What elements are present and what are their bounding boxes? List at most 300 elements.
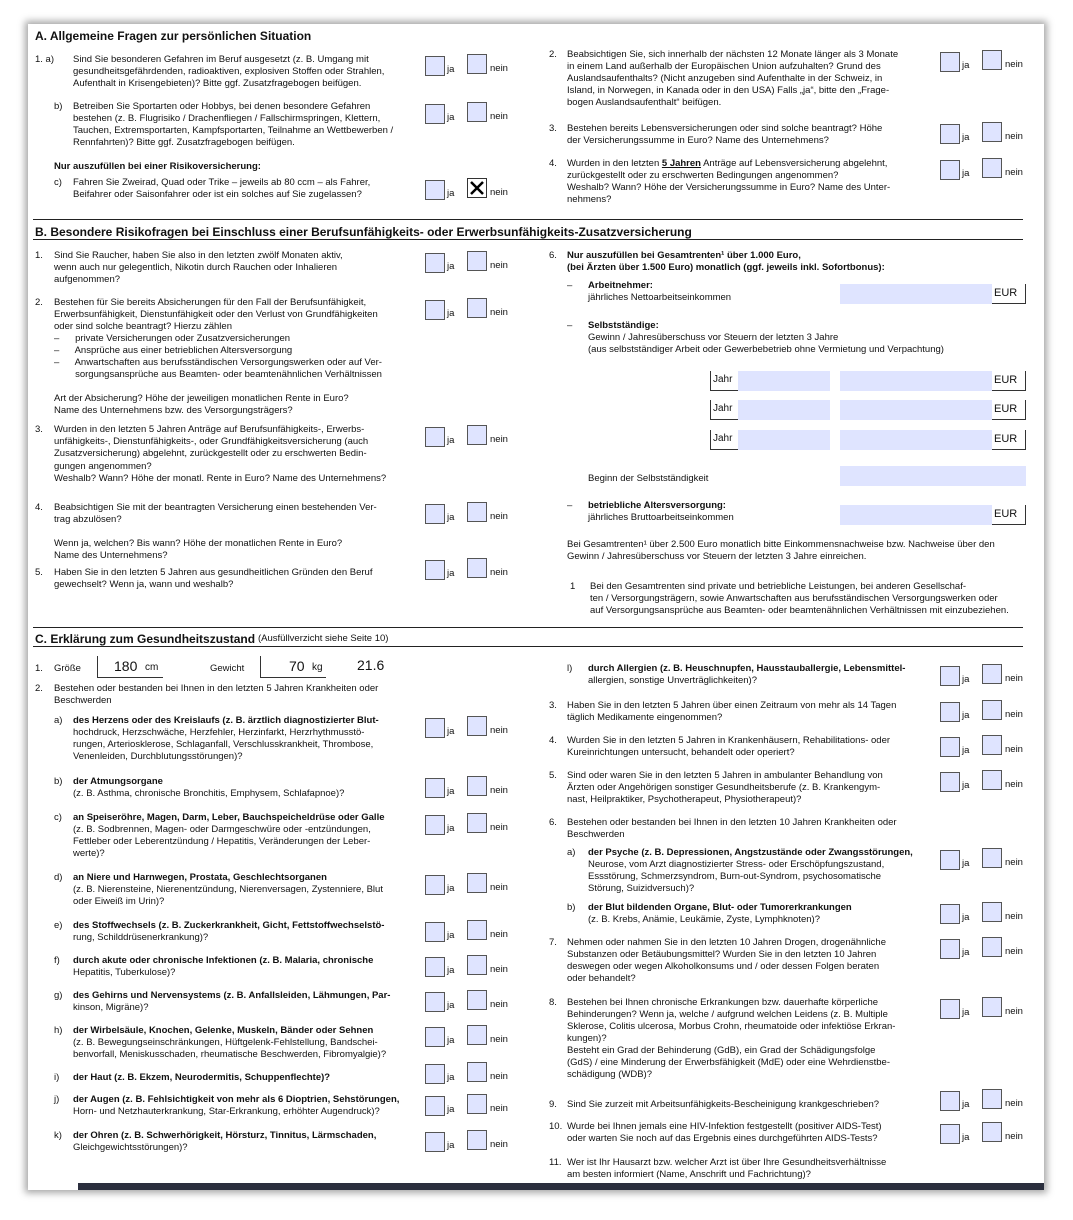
- a-q2-ja-checkbox[interactable]: [940, 52, 960, 72]
- b-note-line-0: Bei Gesamtrenten¹ über 2.500 Euro monatlich bitte Einkommensnachweise bzw. Nachweise über den: [567, 539, 995, 550]
- c-q2l-nein-checkbox[interactable]: [982, 664, 1002, 684]
- c-q2l-ja-checkbox[interactable]: [940, 666, 960, 686]
- c-q6b-ja-checkbox[interactable]: [940, 904, 960, 924]
- a-q1b-ja-checkbox[interactable]: [425, 104, 445, 124]
- c-q4-line-0: Wurden Sie in den letzten 5 Jahren in Krankenhäusern, Rehabilitations- oder: [567, 735, 891, 746]
- c-q2i-ja-checkbox[interactable]: [425, 1064, 445, 1084]
- c-q2c-line-3: werte)?: [73, 848, 105, 859]
- divider-a-b: [33, 219, 1023, 220]
- c-q2c-ja-label: ja: [447, 823, 455, 834]
- c-q2i-nein-label: nein: [490, 1071, 508, 1082]
- a-q1b-nein-checkbox[interactable]: [467, 102, 487, 122]
- b-q2-line-5: – Anwartschaften aus berufsständischen Versorgungswerken oder auf Ver-: [54, 357, 382, 368]
- c-q5-ja-checkbox[interactable]: [940, 772, 960, 792]
- c-q8-line-5: (GdS) / eine Minderung der Erwerbsfähigkeit (MdE) oder eine Wehrdienstbe-: [567, 1057, 890, 1068]
- b-year2-jahr-input[interactable]: [738, 400, 830, 420]
- c-gewicht-field[interactable]: [260, 656, 326, 678]
- b-q1-number: 1.: [35, 250, 43, 261]
- divider-c-top: [33, 646, 1023, 647]
- b-bruttoarbeitseinkommen-input-eur-unit: EUR: [992, 505, 1026, 525]
- c-gewicht-label: Gewicht: [210, 663, 245, 674]
- c-q9-nein-checkbox[interactable]: [982, 1089, 1002, 1109]
- b-q4-nein-label: nein: [490, 511, 508, 522]
- b-q6-line-0: Nur auszufüllen bei Gesamtrenten¹ über 1.000 Euro,: [567, 250, 801, 261]
- c-q2f-line-1: Hepatitis, Tuberkulose)?: [73, 967, 176, 978]
- c-q2k-nein-label: nein: [490, 1139, 508, 1150]
- a-risk-note: Nur auszufüllen bei einer Risikoversicherung:: [54, 161, 261, 172]
- c-q2l-nein-label: nein: [1005, 673, 1023, 684]
- c-q2j-letter: j): [54, 1094, 60, 1105]
- c-q2g-ja-checkbox[interactable]: [425, 992, 445, 1012]
- c-q2a-line-1: hochdruck, Herzschwäche, Herzfehler, Herzinfarkt, Herzrhythmusstö-: [73, 727, 365, 738]
- c-q6a-line-1: Neurose, vom Arzt diagnostizierter Stress- oder Erschöpfungszustand,: [588, 859, 885, 870]
- c-q2h-line-0: der Wirbelsäule, Knochen, Gelenke, Muskeln, Bänder oder Sehnen: [73, 1025, 374, 1036]
- c-q3-ja-checkbox[interactable]: [940, 702, 960, 722]
- c-q2a-ja-checkbox[interactable]: [425, 718, 445, 738]
- c-q2-line-1: Beschwerden: [54, 695, 112, 706]
- c-q8-nein-checkbox[interactable]: [982, 997, 1002, 1017]
- c-q6b-line-1: (z. B. Krebs, Anämie, Leukämie, Zyste, Lymphknoten)?: [588, 914, 820, 925]
- c-q4-line-1: Kureinrichtungen untersucht, behandelt oder operiert?: [567, 747, 795, 758]
- c-q2i-ja-label: ja: [447, 1072, 455, 1083]
- c-q2g-nein-checkbox[interactable]: [467, 990, 487, 1010]
- c-q5-nein-checkbox[interactable]: [982, 770, 1002, 790]
- b-bav-sub: jährliches Bruttoarbeitseinkommen: [588, 512, 734, 523]
- b-q5-line-0: Haben Sie in den letzten 5 Jahren aus gesundheitlichen Gründen den Beruf: [54, 567, 373, 578]
- c-q2a-letter: a): [54, 715, 63, 726]
- c-q4-number: 4.: [549, 735, 557, 746]
- c-q2e-ja-checkbox[interactable]: [425, 922, 445, 942]
- c-q9-nein-label: nein: [1005, 1098, 1023, 1109]
- divider-b-c: [33, 627, 1023, 628]
- a-q3-number: 3.: [549, 123, 557, 134]
- c-q2k-line-1: Gleichgewichtsstörungen)?: [73, 1142, 188, 1153]
- c-q2b-nein-label: nein: [490, 785, 508, 796]
- c-q6b-nein-label: nein: [1005, 911, 1023, 922]
- b-year1-jahr-label: Jahr: [710, 371, 740, 391]
- b-q3-line-4: Weshalb? Wann? Höhe der monatl. Rente in Euro? Name des Unternehmens?: [54, 472, 387, 484]
- a-q4-line-0: [567, 158, 887, 170]
- c-q2g-letter: g): [54, 990, 63, 1001]
- a-q2-line-4: bogen Auslandsaufenthalt“ beifügen.: [567, 97, 722, 108]
- b-gewinn2-input-eur-unit: EUR: [992, 400, 1026, 420]
- c-q2-line-0: Bestehen oder bestanden bei Ihnen in den letzten 5 Jahren Krankheiten oder: [54, 683, 379, 694]
- b-q2-line-4: – Ansprüche aus einer betrieblichen Altersversorgung: [54, 345, 293, 356]
- c-q2k-ja-checkbox[interactable]: [425, 1132, 445, 1152]
- c-q3-number: 3.: [549, 700, 557, 711]
- c-groesse-label: Größe: [54, 663, 81, 674]
- c-q5-line-2: nast, Heilpraktiker, Psychotherapeut, Physiotherapeut)?: [567, 794, 802, 805]
- c-q9-line-0: Sind Sie zurzeit mit Arbeitsunfähigkeits-Bescheinigung krankgeschrieben?: [567, 1099, 880, 1110]
- c-q7-line-3: oder behandelt?: [567, 973, 636, 984]
- c-q2f-letter: f): [54, 955, 60, 966]
- b-note-line-1: Gewinn / Jahresüberschuss vor Steuern der letzten 3 Jahre einreichen.: [567, 551, 867, 562]
- c-q2h-ja-label: ja: [447, 1035, 455, 1046]
- b-year3-jahr-label: Jahr: [710, 430, 740, 450]
- c-q6-line-1: Beschwerden: [567, 829, 625, 840]
- b-q5-ja-checkbox[interactable]: [425, 560, 445, 580]
- a-q1a-nein-label: nein: [490, 63, 508, 74]
- b-q2-nein-label: nein: [490, 307, 508, 318]
- c-q3-nein-label: nein: [1005, 709, 1023, 720]
- a-q2-line-1: in einem Land außerhalb der Europäischen Union aufzuhalten? Grund des: [567, 61, 881, 72]
- c-q6a-ja-label: ja: [962, 858, 970, 869]
- b-q2-ja-checkbox[interactable]: [425, 300, 445, 320]
- c-q2d-ja-label: ja: [447, 883, 455, 894]
- a-q4-ja-label: ja: [962, 168, 970, 179]
- a-q3-nein-checkbox[interactable]: [982, 122, 1002, 142]
- c-bmi-value: 21.6: [357, 657, 385, 673]
- a-q1a-line-0: Sind Sie besonderen Gefahren im Beruf ausgesetzt (z. B. Umgang mit: [73, 54, 369, 65]
- b-q4-ja-label: ja: [447, 512, 455, 523]
- c-q6-number: 6.: [549, 817, 557, 828]
- a-q2-number: 2.: [549, 49, 557, 60]
- c-q2d-line-0: an Niere und Harnwegen, Prostata, Geschlechtsorganen: [73, 872, 327, 883]
- a-q1a-line-1: gesundheitsgefährdenden, radioaktiven, explosiven Stoffen oder Strahlen,: [73, 66, 385, 77]
- a-q1b-number: b): [54, 101, 63, 112]
- b-year1-jahr-input[interactable]: [738, 371, 830, 391]
- c-q2i-letter: i): [54, 1072, 60, 1083]
- c-q2b-ja-label: ja: [447, 786, 455, 797]
- c-q2l-ja-label: ja: [962, 674, 970, 685]
- a-q4-rest-line-1: Weshalb? Wann? Höhe der Versicherungssumme in Euro? Name des Unter-: [567, 182, 891, 193]
- c-q2a-ja-label: ja: [447, 726, 455, 737]
- b-year3-jahr-input[interactable]: [738, 430, 830, 450]
- c-q2b-nein-checkbox[interactable]: [467, 776, 487, 796]
- c-q2h-nein-checkbox[interactable]: [467, 1025, 487, 1045]
- c-q2f-line-0: durch akute oder chronische Infektionen (z. B. Malaria, chronische: [73, 955, 374, 966]
- c-q2d-nein-label: nein: [490, 882, 508, 893]
- c-q2g-line-1: kinson, Migräne)?: [73, 1002, 149, 1013]
- c-q9-ja-label: ja: [962, 1099, 970, 1110]
- a-q4-text-post: Anträge auf Lebensversicherung abgelehnt,: [700, 158, 888, 169]
- c-q2l-line-0: durch Allergien (z. B. Heuschnupfen, Hausstauballergie, Lebensmittel-: [588, 663, 906, 674]
- b-q2-ja-label: ja: [447, 308, 455, 319]
- c-q9-ja-checkbox[interactable]: [940, 1091, 960, 1111]
- c-q2h-letter: h): [54, 1025, 63, 1036]
- b-selbst-label: Selbstständige:: [588, 320, 659, 331]
- c-q2k-line-0: der Ohren (z. B. Schwerhörigkeit, Hörsturz, Tinnitus, Lärmschaden,: [73, 1130, 377, 1141]
- a-q4-nein-label: nein: [1005, 167, 1023, 178]
- c-groesse-value: 180: [114, 658, 138, 674]
- c-q2j-ja-label: ja: [447, 1104, 455, 1115]
- b-q4-ja-checkbox[interactable]: [425, 504, 445, 524]
- c-groesse-unit: cm: [145, 662, 159, 673]
- c-q8-line-4: Besteht ein Grad der Behinderung (GdB), ein Grad der Schädigungsfolge: [567, 1045, 876, 1056]
- c-q2h-ja-checkbox[interactable]: [425, 1027, 445, 1047]
- c-q11-line-1: am besten informiert (Name, Anschrift und Fachrichtung)?: [567, 1169, 811, 1180]
- page-bottom-bar: [78, 1183, 1044, 1190]
- section-b-heading: B. Besondere Risikofragen bei Einschluss einer Berufsunfähigkeits- oder Erwerbsunfähigkeits-Zusatzversicherung: [35, 225, 692, 239]
- a-q1c-ja-checkbox[interactable]: [425, 180, 445, 200]
- c-q2i-line-0: der Haut (z. B. Ekzem, Neurodermitis, Schuppenflechte)?: [73, 1072, 331, 1083]
- c-q6a-line-0: der Psyche (z. B. Depressionen, Angstzustände oder Zwangsstörungen,: [588, 847, 913, 858]
- c-q3-line-1: täglich Medikamente eingenommen?: [567, 712, 723, 723]
- a-q1c-line-0: Fahren Sie Zweirad, Quad oder Trike – jeweils ab 80 ccm – als Fahrer,: [73, 177, 371, 188]
- c-q4-nein-label: nein: [1005, 744, 1023, 755]
- c-q6b-letter: b): [567, 902, 576, 913]
- b-q2-line-6: sorgungsansprüche aus Beamten- oder beamtenähnlichen Verhältnissen: [54, 369, 382, 380]
- b-q3-ja-checkbox[interactable]: [425, 427, 445, 447]
- c-q2e-nein-checkbox[interactable]: [467, 920, 487, 940]
- c-q8-line-2: Sklerose, Colitis ulcerosa, Morbus Crohn, rheumatoide oder infektiöse Erkran-: [567, 1021, 896, 1032]
- a-q3-ja-label: ja: [962, 132, 970, 143]
- b-q6-line-1: (bei Ärzten über 1.500 Euro) monatlich (ggf. jeweils inkl. Sofortbonus):: [567, 262, 885, 273]
- a-q1b-line-1: bestehen (z. B. Flugrisiko / Drachenfliegen / Fallschirmspringen, Klettern,: [73, 113, 381, 124]
- c-q7-number: 7.: [549, 937, 557, 948]
- b-beginn-label: Beginn der Selbstständigkeit: [588, 473, 709, 484]
- c-q10-ja-label: ja: [962, 1132, 970, 1143]
- c-q9-number: 9.: [549, 1099, 557, 1110]
- c-q6a-letter: a): [567, 847, 576, 858]
- b-footnote-line-0: Bei den Gesamtrenten sind private und betriebliche Leistungen, bei anderen Gesellschaf-: [590, 581, 967, 592]
- c-q2c-ja-checkbox[interactable]: [425, 815, 445, 835]
- c-q4-ja-checkbox[interactable]: [940, 737, 960, 757]
- b-q3-line-1: unfähigkeits-, Dienstunfähigkeits-, oder Grundfähigkeitsversicherung (auch: [54, 436, 369, 448]
- b-footnote-line-2: auf Versorgungsansprüche aus Beamten- oder beamtenähnlichen Verhältnissen mit einzubeziehen.: [590, 605, 1009, 616]
- b-q5-nein-checkbox[interactable]: [467, 558, 487, 578]
- c-q3-line-0: Haben Sie in den letzten 5 Jahren über einen Zeitraum von mehr als 14 Tagen: [567, 700, 897, 711]
- a-q1c-line-1: Beifahrer oder Saisonfahrer oder ist ein solches auf Sie zugelassen?: [73, 189, 362, 200]
- c-q2a-nein-checkbox[interactable]: [467, 716, 487, 736]
- c-q2e-line-0: des Stoffwechsels (z. B. Zuckerkrankheit, Gicht, Fettstoffwechselstö-: [73, 920, 385, 931]
- c-q2k-letter: k): [54, 1130, 62, 1141]
- c-q2e-nein-label: nein: [490, 929, 508, 940]
- c-q2b-line-1: (z. B. Asthma, chronische Bronchitis, Emphysem, Schlafapnoe)?: [73, 788, 345, 799]
- b-arbeitnehmer-dash: –: [567, 280, 573, 291]
- a-q3-nein-label: nein: [1005, 131, 1023, 142]
- c-q2j-line-1: Horn- und Netzhauterkrankung, Star-Erkrankung, erhöhter Augendruck)?: [73, 1106, 380, 1117]
- a-q2-line-0: Beabsichtigen Sie, sich innerhalb der nächsten 12 Monate länger als 3 Monate: [567, 49, 899, 60]
- a-q1a-nein-checkbox[interactable]: [467, 54, 487, 74]
- c-q2f-nein-checkbox[interactable]: [467, 955, 487, 975]
- a-q4-text-years: 5 Jahren: [661, 158, 701, 169]
- c-q10-number: 10.: [549, 1121, 563, 1132]
- b-q1-nein-label: nein: [490, 260, 508, 271]
- a-q3-line-0: Bestehen bereits Lebensversicherungen oder sind solche beantragt? Höhe: [567, 123, 883, 134]
- divider-b-top: [33, 239, 1023, 240]
- c-q2c-line-2: Fettleber oder Leberentzündung / Hepatitis, Veränderungen der Leber-: [73, 836, 371, 847]
- c-gewicht-unit: kg: [312, 662, 323, 673]
- b-q2-line-0: Bestehen für Sie bereits Absicherungen für den Fall der Berufsunfähigkeit,: [54, 297, 367, 308]
- b-arbeitnehmer-sub: jährliches Nettoarbeitseinkommen: [588, 292, 732, 303]
- c-q2c-line-1: (z. B. Sodbrennen, Magen- oder Darmgeschwüre oder -entzündungen,: [73, 824, 371, 835]
- c-q7-nein-label: nein: [1005, 946, 1023, 957]
- c-q2c-letter: c): [54, 812, 62, 823]
- c-q10-nein-checkbox[interactable]: [982, 1122, 1002, 1142]
- cross-mark-icon: [468, 179, 486, 197]
- c-q2d-line-1: (z. B. Nierensteine, Nierenentzündung, Nierenversagen, Zystenniere, Blut: [73, 884, 383, 895]
- c-gewicht-value: 70: [289, 658, 305, 674]
- c-q3-nein-checkbox[interactable]: [982, 700, 1002, 720]
- c-q2b-line-0: der Atmungsorgane: [73, 776, 163, 787]
- a-q1c-nein-checkbox[interactable]: [467, 178, 487, 198]
- b-q3-line-3: gungen angenommen?: [54, 460, 152, 472]
- a-q1b-line-2: Tauchen, Extremsportarten, Kampfsportarten, Teilnahme an Wettbewerben /: [73, 125, 394, 136]
- c-q2k-nein-checkbox[interactable]: [467, 1130, 487, 1150]
- c-q6a-nein-checkbox[interactable]: [982, 848, 1002, 868]
- b-q2-line-3: – private Versicherungen oder Zusatzversicherungen: [54, 333, 291, 344]
- c-q8-line-6: schädigung (WDB)?: [567, 1069, 653, 1080]
- c-q2j-nein-label: nein: [490, 1103, 508, 1114]
- c-q2j-ja-checkbox[interactable]: [425, 1096, 445, 1116]
- b-q5-line-1: gewechselt? Wenn ja, wann und weshalb?: [54, 579, 234, 590]
- c-q7-line-2: deswegen oder wegen Alkoholkonsums und / oder dessen Folgen beraten: [567, 961, 880, 972]
- b-q1-line-1: wenn auch nur gelegentlich, Nikotin durch Rauchen oder Inhalieren: [54, 262, 338, 273]
- c-q2i-nein-checkbox[interactable]: [467, 1062, 487, 1082]
- b-q2-number: 2.: [35, 297, 43, 308]
- c-q2-number: 2.: [35, 683, 43, 694]
- c-q6a-nein-label: nein: [1005, 857, 1023, 868]
- b-q3-nein-checkbox[interactable]: [467, 425, 487, 445]
- c-q6a-line-3: Störung, Suizidversuch)?: [588, 883, 695, 894]
- c-q2h-line-1: (z. B. Bewegungseinschränkungen, Hüftgelenk-Fehlstellung, Bandschei-: [73, 1037, 378, 1048]
- c-q2e-line-1: rung, Schilddrüsenerkrankung)?: [73, 932, 209, 943]
- a-q1c-nein-label: nein: [490, 187, 508, 198]
- b-q1-line-2: aufgenommen?: [54, 274, 121, 285]
- c-q7-nein-checkbox[interactable]: [982, 937, 1002, 957]
- c-q2d-line-2: oder Eiweiß im Urin)?: [73, 896, 165, 907]
- b-gewinn1-input-eur-unit: EUR: [992, 371, 1026, 391]
- c-q2g-line-0: des Gehirns und Nervensystems (z. B. Anfallsleiden, Lähmungen, Par-: [73, 990, 391, 1001]
- b-nettoarbeitseinkommen-input-eur-unit: EUR: [992, 284, 1026, 304]
- a-q2-line-3: Island, in Norwegen, in Kanada oder in den USA) Falls „ja“, bitte den „Frage-: [567, 85, 890, 96]
- section-a-heading: A. Allgemeine Fragen zur persönlichen Situation: [35, 29, 312, 43]
- b-footnote-line-1: ten / Versorgungsträgern, sowie Anwartschaften aus berufsständischen Versorgungswerken oder: [590, 593, 998, 604]
- c-q6b-line-0: der Blut bildenden Organe, Blut- oder Tumorerkrankungen: [588, 902, 852, 913]
- b-q1-nein-checkbox[interactable]: [467, 251, 487, 271]
- c-q6a-line-2: Essstörung, Schmerzsyndrom, Burn-out-Syndrom, psychosomatische: [588, 871, 882, 882]
- c-q2a-line-3: Venenleiden, Durchblutungsstörungen)?: [73, 751, 243, 762]
- b-q4-nein-checkbox[interactable]: [467, 502, 487, 522]
- c-q10-nein-label: nein: [1005, 1131, 1023, 1142]
- c-q3-ja-label: ja: [962, 710, 970, 721]
- a-q1b-nein-label: nein: [490, 111, 508, 122]
- a-q1a-line-2: Aufenthalt in Krisengebieten)? Bitte ggf. Zusatzfragebogen beifügen.: [73, 78, 362, 89]
- b-q1-line-0: Sind Sie Raucher, haben Sie also in den letzten zwölf Monaten aktiv,: [54, 250, 343, 261]
- c-q2g-ja-label: ja: [447, 1000, 455, 1011]
- a-q1a-ja-checkbox[interactable]: [425, 56, 445, 76]
- c-q7-ja-checkbox[interactable]: [940, 939, 960, 959]
- c-q2j-nein-checkbox[interactable]: [467, 1094, 487, 1114]
- c-q10-line-1: oder warten Sie noch auf das Ergebnis eines durchgeführten AIDS-Tests?: [567, 1133, 878, 1144]
- a-q1a-ja-label: ja: [447, 64, 455, 75]
- b-q6-number: 6.: [549, 250, 557, 261]
- c-q2h-nein-label: nein: [490, 1034, 508, 1045]
- c-q2a-line-0: des Herzens oder des Kreislaufs (z. B. ärztlich diagnostizierter Blut-: [73, 715, 379, 726]
- c-q2f-ja-label: ja: [447, 965, 455, 976]
- c-q7-line-1: Substanzen oder Betäubungsmittel? Wurden Sie in den letzten 10 Jahren: [567, 949, 877, 960]
- b-q4-line-1: trag abzulösen?: [54, 514, 122, 525]
- c-q2a-line-2: rungen, Arteriosklerose, Schlaganfall, Verschlusskrankheit, Thrombose,: [73, 739, 374, 750]
- b-selbst-sub-line-1: (aus selbstständiger Arbeit oder Gewerbebetrieb ohne Vermietung und Verpachtung): [588, 344, 944, 355]
- c-q2c-line-0: an Speiseröhre, Magen, Darm, Leber, Bauchspeicheldrüse oder Galle: [73, 812, 385, 823]
- c-q5-nein-label: nein: [1005, 779, 1023, 790]
- a-q4-rest-line-2: nehmens?: [567, 194, 612, 205]
- c-q8-number: 8.: [549, 997, 557, 1008]
- b-q2-line-8: Art der Absicherung? Höhe der jeweiligen monatlichen Rente in Euro?: [54, 393, 349, 404]
- c-q11-number: 11.: [549, 1157, 562, 1168]
- b-q3-line-0: Wurden in den letzten 5 Jahren Anträge auf Berufsunfähigkeits-, Erwerbs-: [54, 424, 365, 435]
- b-footnote-number: 1: [570, 581, 576, 592]
- section-c-heading: C. Erklärung zum Gesundheitszustand: [35, 632, 256, 646]
- a-q1b-ja-label: ja: [447, 112, 455, 123]
- c-q4-nein-checkbox[interactable]: [982, 735, 1002, 755]
- c-q2e-letter: e): [54, 920, 63, 931]
- c-q2l-letter: l): [567, 663, 573, 674]
- b-q2-nein-checkbox[interactable]: [467, 298, 487, 318]
- c-q2d-letter: d): [54, 872, 63, 883]
- c-q6b-nein-checkbox[interactable]: [982, 902, 1002, 922]
- b-selbst-sub-line-0: Gewinn / Jahresüberschuss vor Steuern der letzten 3 Jahre: [588, 332, 839, 343]
- c-q2h-line-2: benvorfall, Meniskusschaden, rheumatische Beschwerden, Fibromyalgie)?: [73, 1049, 387, 1060]
- c-q7-ja-label: ja: [962, 947, 970, 958]
- b-q4-line-3: Wenn ja, welchen? Bis wann? Höhe der monatlichen Rente in Euro?: [54, 538, 343, 549]
- c-groesse-field[interactable]: [97, 656, 163, 678]
- a-q2-line-2: Auslandsaufenthalts? (Nicht anzugeben sind Aufenthalte in der Schweiz, in: [567, 73, 883, 84]
- c-q2l-line-1: allergien, sonstige Unverträglichkeiten)?: [588, 675, 757, 686]
- b-q4-line-4: Name des Unternehmens?: [54, 550, 168, 561]
- c-q2b-letter: b): [54, 776, 63, 787]
- c-q6a-ja-checkbox[interactable]: [940, 850, 960, 870]
- c-q7-line-0: Nehmen oder nahmen Sie in den letzten 10 Jahren Drogen, drogenähnliche: [567, 937, 886, 948]
- c-q2k-ja-label: ja: [447, 1140, 455, 1151]
- b-q1-ja-checkbox[interactable]: [425, 253, 445, 273]
- c-q2a-nein-label: nein: [490, 725, 508, 736]
- c-q2j-line-0: der Augen (z. B. Fehlsichtigkeit von mehr als 6 Dioptrien, Sehstörungen,: [73, 1094, 400, 1105]
- a-q1c-ja-label: ja: [447, 188, 455, 199]
- section-c-note: (Ausfüllverzicht siehe Seite 10): [258, 633, 389, 644]
- b-q1-ja-label: ja: [447, 261, 455, 272]
- c-q2c-nein-checkbox[interactable]: [467, 813, 487, 833]
- c-q5-number: 5.: [549, 770, 557, 781]
- c-q2b-ja-checkbox[interactable]: [425, 778, 445, 798]
- c-q8-ja-label: ja: [962, 1007, 970, 1018]
- b-arbeitnehmer-label: Arbeitnehmer:: [588, 280, 653, 291]
- b-q2-line-9: Name des Unternehmens bzw. des Versorgungsträgers?: [54, 405, 293, 416]
- a-q3-line-1: der Versicherungssumme in Euro? Name des Unternehmens?: [567, 135, 829, 146]
- b-q2-line-1: Erwerbsunfähigkeit, Dienstunfähigkeit oder den Verlust von Grundfähigkeiten: [54, 309, 378, 320]
- c-q2d-nein-checkbox[interactable]: [467, 873, 487, 893]
- b-q4-number: 4.: [35, 502, 43, 513]
- a-q4-text-pre: Wurden in den letzten: [567, 158, 662, 169]
- a-q2-nein-checkbox[interactable]: [982, 50, 1002, 70]
- a-q4-nein-checkbox[interactable]: [982, 158, 1002, 178]
- c-q2g-nein-label: nein: [490, 999, 508, 1010]
- b-q3-line-2: Zusatzversicherung) abgelehnt, zurückgestellt oder zu erschwerten Bedin-: [54, 448, 367, 460]
- a-q3-ja-checkbox[interactable]: [940, 124, 960, 144]
- c-q2d-ja-checkbox[interactable]: [425, 875, 445, 895]
- c-q2f-ja-checkbox[interactable]: [425, 957, 445, 977]
- a-q1a-number: 1. a): [35, 54, 55, 65]
- c-q5-line-1: Ärzten oder Angehörigen sonstiger Gesundheitsberufe (z. B. Krankengym-: [567, 782, 881, 793]
- b-beginn-input[interactable]: [840, 466, 1026, 486]
- c-q2f-nein-label: nein: [490, 964, 508, 975]
- b-q5-ja-label: ja: [447, 568, 455, 579]
- a-q1c-number: c): [54, 177, 62, 188]
- a-q4-ja-checkbox[interactable]: [940, 160, 960, 180]
- c-q10-ja-checkbox[interactable]: [940, 1124, 960, 1144]
- c-q5-ja-label: ja: [962, 780, 970, 791]
- c-q8-ja-checkbox[interactable]: [940, 999, 960, 1019]
- c-q8-line-1: Behinderungen? Wenn ja, welche / aufgrund welchen Leidens (z. B. Multiple: [567, 1009, 888, 1020]
- c-q8-nein-label: nein: [1005, 1006, 1023, 1017]
- c-q6b-ja-label: ja: [962, 912, 970, 923]
- c-q11-line-0: Wer ist Ihr Hausarzt bzw. welcher Arzt ist über Ihre Gesundheitsverhältnisse: [567, 1157, 887, 1168]
- a-q4-number: 4.: [549, 158, 557, 169]
- b-bav-dash: –: [567, 500, 573, 511]
- b-q2-line-2: oder sind solche beantragt? Hierzu zählen: [54, 321, 232, 332]
